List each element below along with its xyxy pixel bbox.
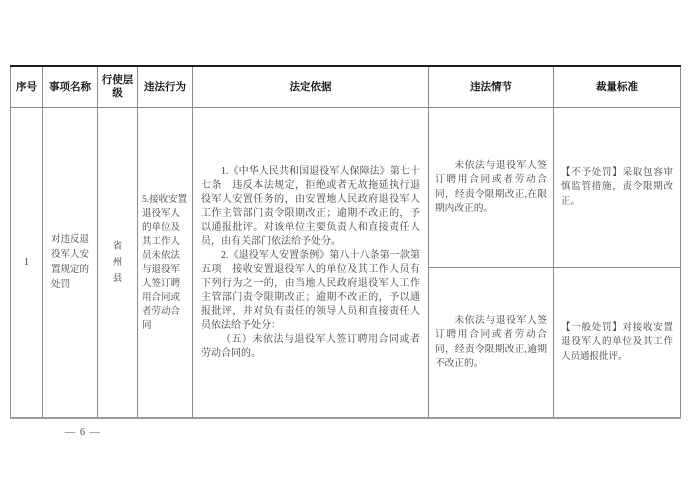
- cell-circumstance-2: [429, 268, 554, 419]
- col-header-exercise-level: 行使层级: [98, 66, 138, 108]
- level-prefecture: 州: [112, 257, 123, 268]
- col-header-circumstance: 违法情节: [429, 66, 554, 108]
- circumstance-1-text: 未依法与退役军人签订聘用合同或者劳动合同，经责令限期改正,在限期内改正的。: [435, 159, 547, 214]
- col-header-discretion-standard: 裁量标准: [554, 66, 681, 108]
- table-row: [11, 108, 681, 268]
- legal-basis-paragraph-3: （五）未依法与退役军人签订聘用合同或者劳动合同的。: [201, 333, 420, 359]
- legal-basis-paragraph-1: 1.《中华人民共和国退役军人保障法》第七十七条 违反本法规定，拒绝或者无故拖延执行退役军人安置任务的，由安置地人民政府退役军人工作主管部门责令限期改正；逾期不改正的，予以通报批评。对该单位主要负责人和直接责任人员，由有关部门依法给予处分。: [201, 165, 420, 247]
- level-county: 县: [112, 273, 123, 284]
- table-header-row: [11, 66, 681, 108]
- cell-standard-1: [554, 108, 681, 268]
- col-header-seq: 序号: [11, 66, 43, 108]
- cell-illegal-act: [138, 108, 193, 419]
- circumstance-2-text: 未依法与退役军人签订聘用合同或者劳动合同，经责令限期改正,逾期不改正的。: [435, 314, 547, 369]
- standard-1-text: 【不予处罚】采取包容审慎监管措施，责令限期改正。: [561, 167, 673, 207]
- col-header-legal-basis: 法定依据: [193, 66, 429, 108]
- item-name-text: 对违反退役军人安置规定的处罚: [51, 234, 90, 290]
- cell-circumstance-1: [429, 108, 554, 268]
- standard-2-text: 【一般处罚】对接收安置退役军人的单位及其工作人员通报批评。: [561, 322, 673, 362]
- col-header-item-name: 事项名称: [43, 66, 98, 108]
- legal-basis-paragraph-2: 2.《退役军人安置条例》第八十八条第一款第五项 接收安置退役军人的单位及其工作人员有下列行为之一的，由当地人民政府退役军人工作主管部门责令限期改正；逾期不改正的，予以通报批评，并对负有责任的领导人员和直接责任人员依法给予处分：: [201, 249, 420, 331]
- cell-exercise-level: [98, 108, 138, 419]
- col-header-illegal-act: 违法行为: [138, 66, 193, 108]
- cell-standard-2: [554, 268, 681, 419]
- penalty-discretion-table: [10, 65, 681, 419]
- page-number: — 6 —: [64, 427, 102, 438]
- illegal-act-text: 5.接收安置退役军人的单位及其工作人员未依法与退役军人签订聘用合同或者劳动合同: [142, 194, 188, 331]
- level-province: 省: [112, 241, 123, 252]
- cell-seq-number: 1: [11, 108, 43, 419]
- cell-legal-basis: [193, 108, 429, 419]
- cell-item-name: [43, 108, 98, 419]
